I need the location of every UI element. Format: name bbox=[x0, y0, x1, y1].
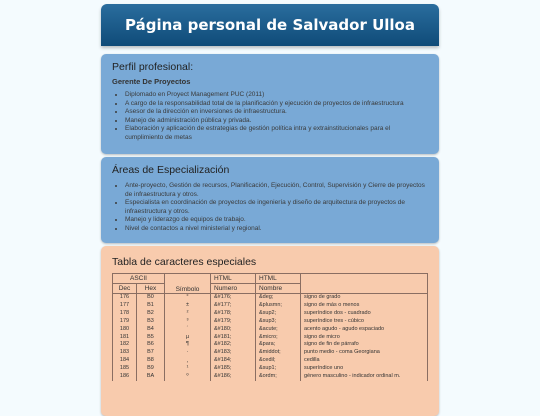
table-cell-desc: cedilla bbox=[301, 357, 428, 365]
table-row bbox=[113, 365, 428, 373]
table-body bbox=[113, 294, 428, 381]
table-row bbox=[113, 349, 428, 357]
table-cell-num: &#183; bbox=[211, 349, 256, 357]
table-cell-desc: superíndice uno bbox=[301, 365, 428, 373]
table-cell-hex: B1 bbox=[137, 302, 165, 310]
areas-title: Áreas de Especialización bbox=[112, 164, 230, 176]
table-cell-num: &#184; bbox=[211, 357, 256, 365]
list-item: • Ante-proyecto, Gestión de recursos, Planificación, Ejecución, Control, Supervisión y Cierre de proyectos de infraestructura y otros. bbox=[125, 182, 428, 199]
tabla-title: Tabla de caracteres especiales bbox=[112, 256, 257, 268]
perfil-subtitle: Gerente De Proyectos bbox=[112, 77, 191, 86]
table-cell-num: &#179; bbox=[211, 318, 256, 326]
list-item: • Asesor de la dirección en inversiones de infraestructura. bbox=[125, 108, 428, 117]
table-cell-hex: B2 bbox=[137, 310, 165, 318]
table-row bbox=[113, 294, 428, 302]
table-cell-dec: 183 bbox=[113, 349, 137, 357]
table-row bbox=[113, 357, 428, 365]
table-cell-sym: µ bbox=[165, 334, 211, 342]
table-cell-sym: ± bbox=[165, 302, 211, 310]
table-cell-name: &deg; bbox=[256, 294, 301, 302]
areas-section bbox=[101, 157, 439, 243]
perfil-title: Perfil profesional: bbox=[112, 61, 194, 73]
header-hex: Hex bbox=[137, 284, 165, 294]
page-title: Página personal de Salvador Ulloa bbox=[125, 16, 415, 34]
page-header bbox=[101, 4, 439, 46]
table-cell-name: &para; bbox=[256, 341, 301, 349]
table-cell-desc: superíndice dos - cuadrado bbox=[301, 310, 428, 318]
table-cell-sym: ´ bbox=[165, 326, 211, 334]
table-cell-sym: ° bbox=[165, 294, 211, 302]
header-simbolo bbox=[165, 274, 211, 294]
list-item: • Nivel de contactos a nivel ministerial y regional. bbox=[125, 225, 428, 234]
header-numero: Numero bbox=[211, 284, 256, 294]
table-cell-name: &ordm; bbox=[256, 373, 301, 381]
table-header-row bbox=[113, 274, 428, 284]
table-row bbox=[113, 318, 428, 326]
table-cell-dec: 186 bbox=[113, 373, 137, 381]
table-cell-sym: º bbox=[165, 373, 211, 381]
table-cell-num: &#180; bbox=[211, 326, 256, 334]
perfil-section bbox=[101, 54, 439, 154]
table-cell-hex: B6 bbox=[137, 341, 165, 349]
table-cell-desc: signo de fin de párrafo bbox=[301, 341, 428, 349]
table-cell-name: &middot; bbox=[256, 349, 301, 357]
table-cell-dec: 177 bbox=[113, 302, 137, 310]
table-cell-num: &#185; bbox=[211, 365, 256, 373]
table-cell-hex: B0 bbox=[137, 294, 165, 302]
header-dec: Dec bbox=[113, 284, 137, 294]
header-ascii: ASCII bbox=[113, 274, 165, 284]
table-cell-dec: 179 bbox=[113, 318, 137, 326]
table-cell-desc: acento agudo - agudo espaciado bbox=[301, 326, 428, 334]
table-cell-dec: 180 bbox=[113, 326, 137, 334]
table-cell-name: &micro; bbox=[256, 334, 301, 342]
list-item: • Elaboración y aplicación de estrategias de gestión política intra y extrainstitucionales para el cumplimiento de metas bbox=[125, 125, 428, 142]
table-cell-num: &#182; bbox=[211, 341, 256, 349]
table-cell-num: &#178; bbox=[211, 310, 256, 318]
table-cell-hex: BA bbox=[137, 373, 165, 381]
table-cell-name: &plusmn; bbox=[256, 302, 301, 310]
table-row bbox=[113, 373, 428, 381]
tabla-section bbox=[101, 246, 439, 416]
table-row bbox=[113, 334, 428, 342]
table-cell-desc: signo de micro bbox=[301, 334, 428, 342]
table-cell-name: &sup1; bbox=[256, 365, 301, 373]
table-cell-dec: 178 bbox=[113, 310, 137, 318]
table-cell-hex: B4 bbox=[137, 326, 165, 334]
table-cell-dec: 185 bbox=[113, 365, 137, 373]
header-simbolo-label: Símbolo bbox=[175, 286, 200, 293]
table-cell-hex: B3 bbox=[137, 318, 165, 326]
table-cell-num: &#181; bbox=[211, 334, 256, 342]
table-cell-num: &#177; bbox=[211, 302, 256, 310]
table-cell-sym: ¶ bbox=[165, 341, 211, 349]
table-cell-sym: ² bbox=[165, 310, 211, 318]
table-cell-sym: ³ bbox=[165, 318, 211, 326]
table-cell-hex: B7 bbox=[137, 349, 165, 357]
list-item: • Manejo de administración pública y privada. bbox=[125, 117, 428, 126]
list-item: • Manejo y liderazgo de equipos de trabajo. bbox=[125, 216, 428, 225]
table-cell-hex: B8 bbox=[137, 357, 165, 365]
table-cell-desc: punto medio - coma Georgiana bbox=[301, 349, 428, 357]
table-cell-name: &sup2; bbox=[256, 310, 301, 318]
table-cell-name: &cedil; bbox=[256, 357, 301, 365]
list-item: • Diplomado en Proyect Management PUC (2011) bbox=[125, 91, 428, 100]
table-row bbox=[113, 326, 428, 334]
header-nombre: Nombre bbox=[256, 284, 301, 294]
table-row bbox=[113, 302, 428, 310]
header-html-numero: HTML bbox=[211, 274, 256, 284]
table-cell-num: &#176; bbox=[211, 294, 256, 302]
list-item: • Especialista en coordinación de proyectos de ingeniería y diseño de arquitectura de proyectos de infraestructura y otros. bbox=[125, 199, 428, 216]
table-cell-desc: signo de más o menos bbox=[301, 302, 428, 310]
special-chars-table bbox=[112, 273, 428, 381]
perfil-list bbox=[112, 91, 428, 142]
header-html-nombre: HTML bbox=[256, 274, 301, 284]
table-cell-hex: B9 bbox=[137, 365, 165, 373]
table-cell-desc: signo de grado bbox=[301, 294, 428, 302]
table-cell-sym: ¸ bbox=[165, 357, 211, 365]
table-cell-sym: ¹ bbox=[165, 365, 211, 373]
header-descripcion bbox=[301, 274, 428, 294]
table-row bbox=[113, 341, 428, 349]
areas-list bbox=[112, 182, 428, 233]
table-cell-name: &sup3; bbox=[256, 318, 301, 326]
table-cell-dec: 176 bbox=[113, 294, 137, 302]
table-row bbox=[113, 310, 428, 318]
table-cell-dec: 182 bbox=[113, 341, 137, 349]
table-cell-dec: 184 bbox=[113, 357, 137, 365]
table-cell-sym: · bbox=[165, 349, 211, 357]
table-cell-dec: 181 bbox=[113, 334, 137, 342]
table-cell-num: &#186; bbox=[211, 373, 256, 381]
table-cell-hex: B5 bbox=[137, 334, 165, 342]
table-cell-name: &acute; bbox=[256, 326, 301, 334]
list-item: • A cargo de la responsabilidad total de la planificación y ejecución de proyectos de infraestructura bbox=[125, 100, 428, 109]
table-cell-desc: género masculino - indicador ordinal m. bbox=[301, 373, 428, 381]
table-cell-desc: superíndice tres - cúbico bbox=[301, 318, 428, 326]
